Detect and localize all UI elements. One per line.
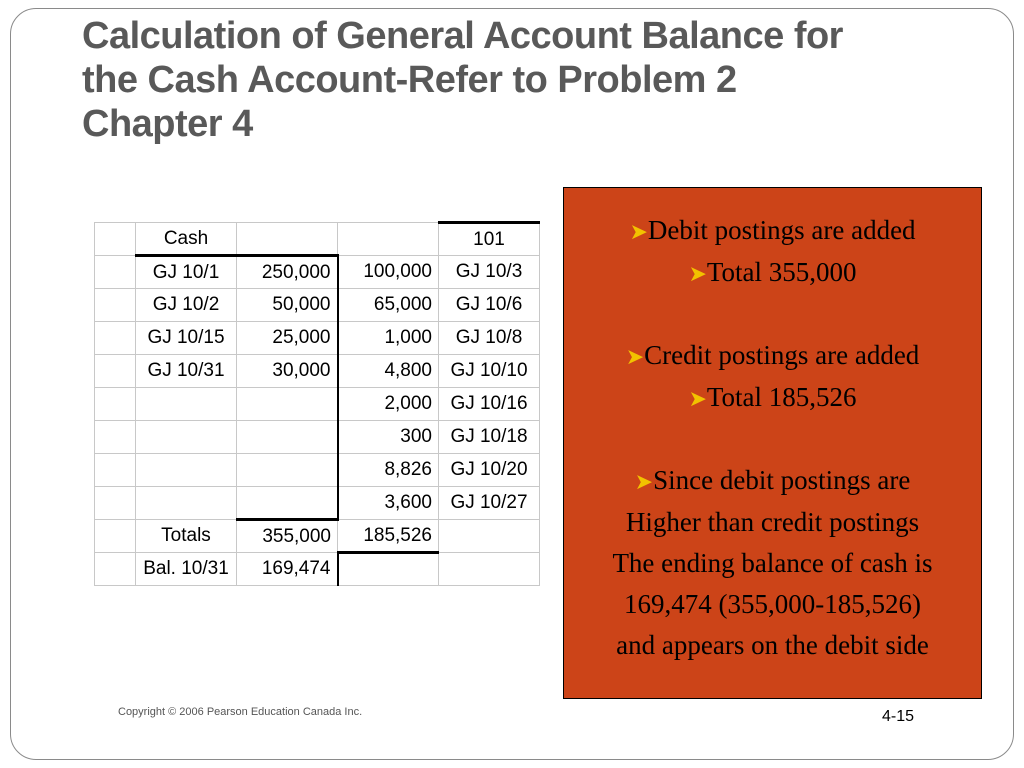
- debit-ref: [136, 388, 237, 421]
- credit-amount: 100,000: [338, 256, 439, 289]
- copyright-footer: Copyright © 2006 Pearson Education Canada Inc.: [118, 706, 363, 718]
- credit-ref: GJ 10/10: [439, 355, 540, 388]
- debit-ref: [136, 421, 237, 454]
- credit-ref: GJ 10/20: [439, 454, 540, 487]
- table-row: [95, 388, 540, 421]
- page-number: 4-15: [882, 708, 915, 725]
- credit-ref: GJ 10/3: [439, 256, 540, 289]
- table-row: [95, 454, 540, 487]
- panel-line: ➤Total 355,000: [688, 257, 857, 287]
- balance-row: [95, 553, 540, 586]
- credit-amount: 3,600: [338, 487, 439, 520]
- title-line-3: Chapter 4: [82, 103, 253, 145]
- table-row: [95, 289, 540, 322]
- panel-line: Higher than credit postings: [625, 507, 920, 537]
- arrow-bullet-icon: ➤: [625, 344, 645, 369]
- credit-amount: 8,826: [338, 454, 439, 487]
- balance-amount: 169,474: [237, 553, 338, 586]
- arrow-bullet-icon: ➤: [688, 261, 707, 286]
- debit-amount: 250,000: [237, 256, 338, 289]
- debit-ref: [136, 487, 237, 520]
- credit-amount: 1,000: [338, 322, 439, 355]
- title-line-1: Calculation of General Account Balance for: [82, 15, 843, 57]
- credit-ref: GJ 10/27: [439, 487, 540, 520]
- totals-credit: 185,526: [338, 520, 439, 553]
- account-name: Cash: [136, 223, 237, 256]
- credit-amount: 2,000: [338, 388, 439, 421]
- panel-line: ➤Since debit postings are: [634, 465, 911, 495]
- debit-amount: 30,000: [237, 355, 338, 388]
- table-row: [95, 322, 540, 355]
- credit-ref: GJ 10/18: [439, 421, 540, 454]
- debit-amount: [237, 388, 338, 421]
- credit-amount: 300: [338, 421, 439, 454]
- title-line-2: the Cash Account-Refer to Problem 2: [82, 59, 737, 101]
- arrow-bullet-icon: ➤: [634, 469, 654, 494]
- arrow-bullet-icon: ➤: [629, 219, 648, 244]
- table-row: [95, 487, 540, 520]
- panel-line: and appears on the debit side: [616, 630, 929, 660]
- credit-ref: GJ 10/16: [439, 388, 540, 421]
- debit-amount: [237, 454, 338, 487]
- totals-row: [95, 520, 540, 553]
- slide-title: [82, 14, 962, 146]
- credit-ref: GJ 10/6: [439, 289, 540, 322]
- totals-debit: 355,000: [237, 520, 338, 553]
- debit-amount: 25,000: [237, 322, 338, 355]
- credit-amount: 65,000: [338, 289, 439, 322]
- account-number: 101: [439, 223, 540, 256]
- ledger-header-row: [95, 223, 540, 256]
- panel-line: 169,474 (355,000-185,526): [624, 589, 921, 619]
- arrow-bullet-icon: ➤: [688, 386, 707, 411]
- debit-amount: [237, 487, 338, 520]
- panel-line: ➤Debit postings are added: [629, 215, 916, 245]
- panel-line: The ending balance of cash is: [612, 548, 933, 578]
- debit-ref: [136, 454, 237, 487]
- debit-ref: GJ 10/1: [136, 256, 237, 289]
- debit-amount: 50,000: [237, 289, 338, 322]
- table-row: [95, 256, 540, 289]
- credit-ref: GJ 10/8: [439, 322, 540, 355]
- debit-ref: GJ 10/2: [136, 289, 237, 322]
- balance-label: Bal. 10/31: [136, 553, 237, 586]
- panel-line: ➤Credit postings are added: [625, 340, 920, 370]
- debit-ref: GJ 10/31: [136, 355, 237, 388]
- explanation-panel: [563, 187, 982, 699]
- cash-ledger-table: [94, 221, 540, 586]
- totals-label: Totals: [136, 520, 237, 553]
- debit-amount: [237, 421, 338, 454]
- debit-ref: GJ 10/15: [136, 322, 237, 355]
- table-row: [95, 355, 540, 388]
- panel-line: ➤Total 185,526: [688, 382, 857, 412]
- credit-amount: 4,800: [338, 355, 439, 388]
- table-row: [95, 421, 540, 454]
